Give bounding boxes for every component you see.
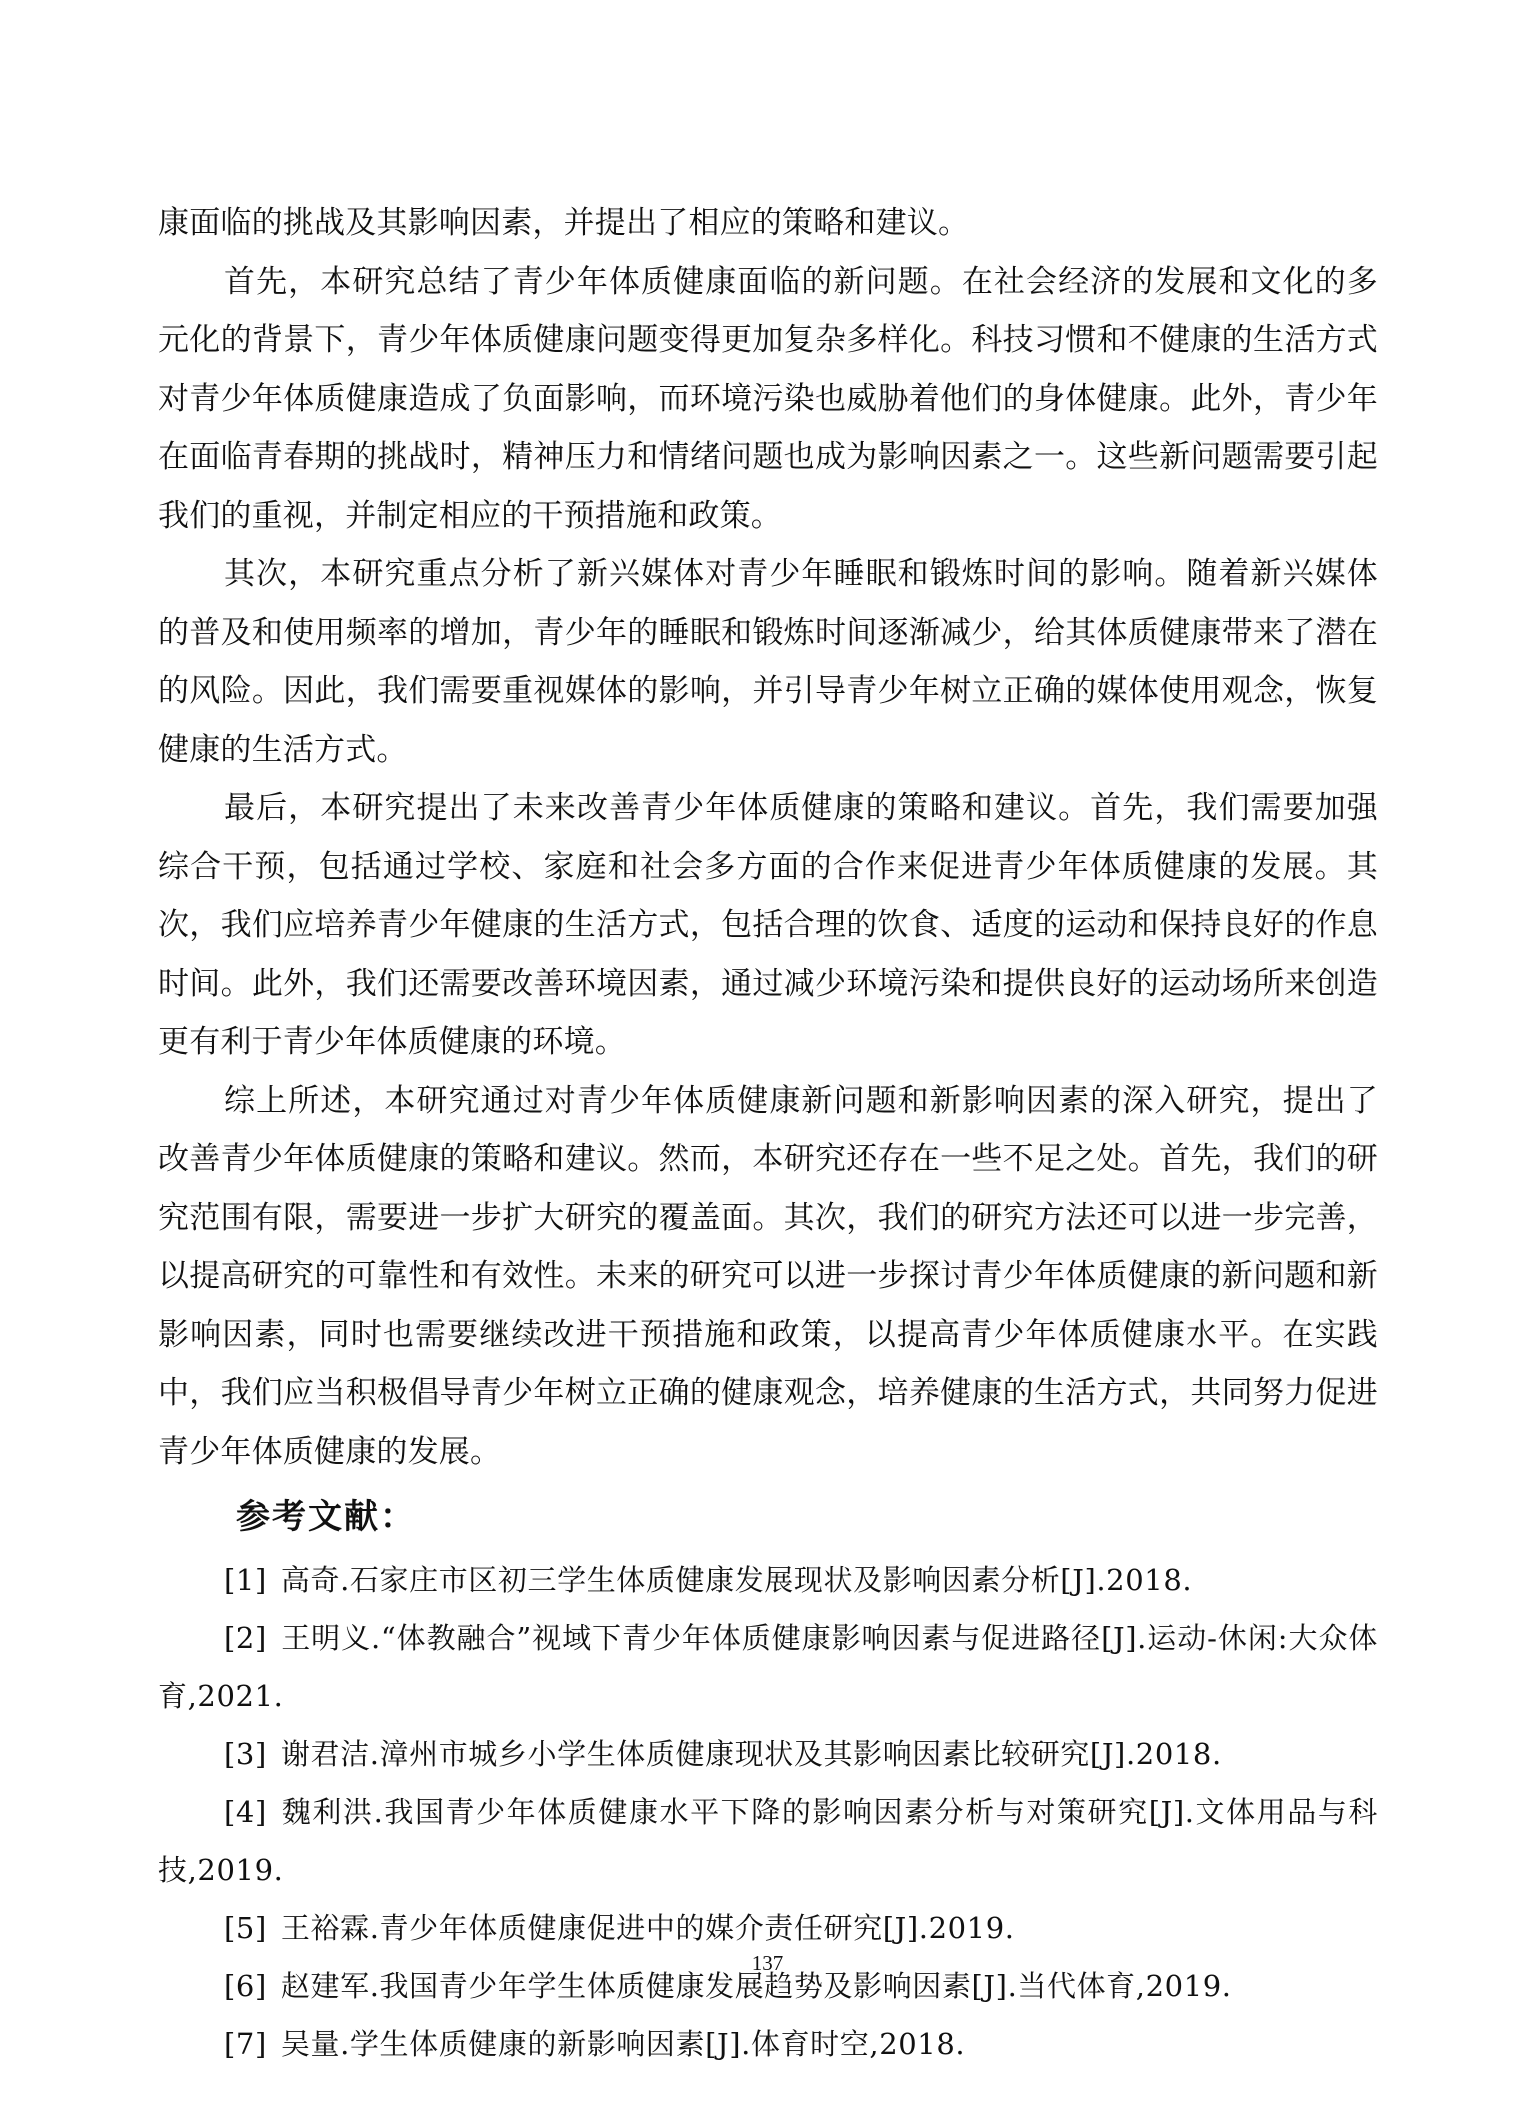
reference-text: 王裕霖.青少年体质健康促进中的媒介责任研究[J].2019. (280, 1911, 1015, 1945)
paragraph-continuation: 康面临的挑战及其影响因素，并提出了相应的策略和建议。 (158, 205, 970, 241)
references-heading: 参考文献： (236, 1497, 416, 1537)
reference-number: [2] (224, 1621, 267, 1655)
reference-text: 王明义.“体教融合”视域下青少年体质健康影响因素与促进路径[J].运动-休闲:大众体育,2021. (158, 1621, 1378, 1713)
reference-item (158, 1725, 1378, 1783)
reference-text: 吴量.学生体质健康的新影响因素[J].体育时空,2018. (280, 2027, 966, 2061)
reference-item (158, 1783, 1378, 1899)
reference-text: 谢君洁.漳州市城乡小学生体质健康现状及其影响因素比较研究[J].2018. (280, 1737, 1222, 1771)
paragraph-conclusion: 综上所述，本研究通过对青少年体质健康新问题和新影响因素的深入研究，提出了改善青少年体质健康的策略和建议。然而，本研究还存在一些不足之处。首先，我们的研究范围有限，需要进一步扩大研究的覆盖面。其次，我们的研究方法还可以进一步完善，以提高研究的可靠性和有效性。未来的研究可以进一步探讨青少年体质健康的新问题和新影响因素，同时也需要继续改进干预措施和政策，以提高青少年体质健康水平。在实践中，我们应当积极倡导青少年树立正确的健康观念，培养健康的生活方式，共同努力促进青少年体质健康的发展。 (158, 1082, 1378, 1470)
reference-item (158, 2015, 1378, 2073)
reference-item (158, 1609, 1378, 1725)
reference-item (158, 1551, 1378, 1609)
paragraph-strategies: 最后，本研究提出了未来改善青少年体质健康的策略和建议。首先，我们需要加强综合干预，包括通过学校、家庭和社会多方面的合作来促进青少年体质健康的发展。其次，我们应培养青少年健康的生活方式，包括合理的饮食、适度的运动和保持良好的作息时间。此外，我们还需要改善环境因素，通过减少环境污染和提供良好的运动场所来创造更有利于青少年体质健康的环境。 (158, 790, 1378, 1060)
reference-number: [1] (224, 1563, 267, 1597)
reference-number: [6] (224, 1969, 267, 2003)
reference-text: 魏利洪.我国青少年体质健康水平下降的影响因素分析与对策研究[J].文体用品与科技,2019. (158, 1795, 1378, 1887)
paragraph-media-impact: 其次，本研究重点分析了新兴媒体对青少年睡眠和锻炼时间的影响。随着新兴媒体的普及和使用频率的增加，青少年的睡眠和锻炼时间逐渐减少，给其体质健康带来了潜在的风险。因此，我们需要重视媒体的影响，并引导青少年树立正确的媒体使用观念，恢复健康的生活方式。 (158, 556, 1378, 768)
reference-number: [4] (224, 1795, 267, 1829)
references-list (158, 1551, 1378, 2073)
reference-number: [7] (224, 2027, 267, 2061)
reference-text: 赵建军.我国青少年学生体质健康发展趋势及影响因素[J].当代体育,2019. (280, 1969, 1232, 2003)
reference-number: [5] (224, 1911, 267, 1945)
page-number: 137 (751, 1951, 784, 1975)
body-text (158, 194, 1378, 2073)
reference-text: 高奇.石家庄市区初三学生体质健康发展现状及影响因素分析[J].2018. (280, 1563, 1193, 1597)
paragraph-new-problems: 首先，本研究总结了青少年体质健康面临的新问题。在社会经济的发展和文化的多元化的背景下，青少年体质健康问题变得更加复杂多样化。科技习惯和不健康的生活方式对青少年体质健康造成了负面影响，而环境污染也威胁着他们的身体健康。此外，青少年在面临青春期的挑战时，精神压力和情绪问题也成为影响因素之一。这些新问题需要引起我们的重视，并制定相应的干预措施和政策。 (158, 263, 1378, 534)
reference-number: [3] (224, 1737, 267, 1771)
